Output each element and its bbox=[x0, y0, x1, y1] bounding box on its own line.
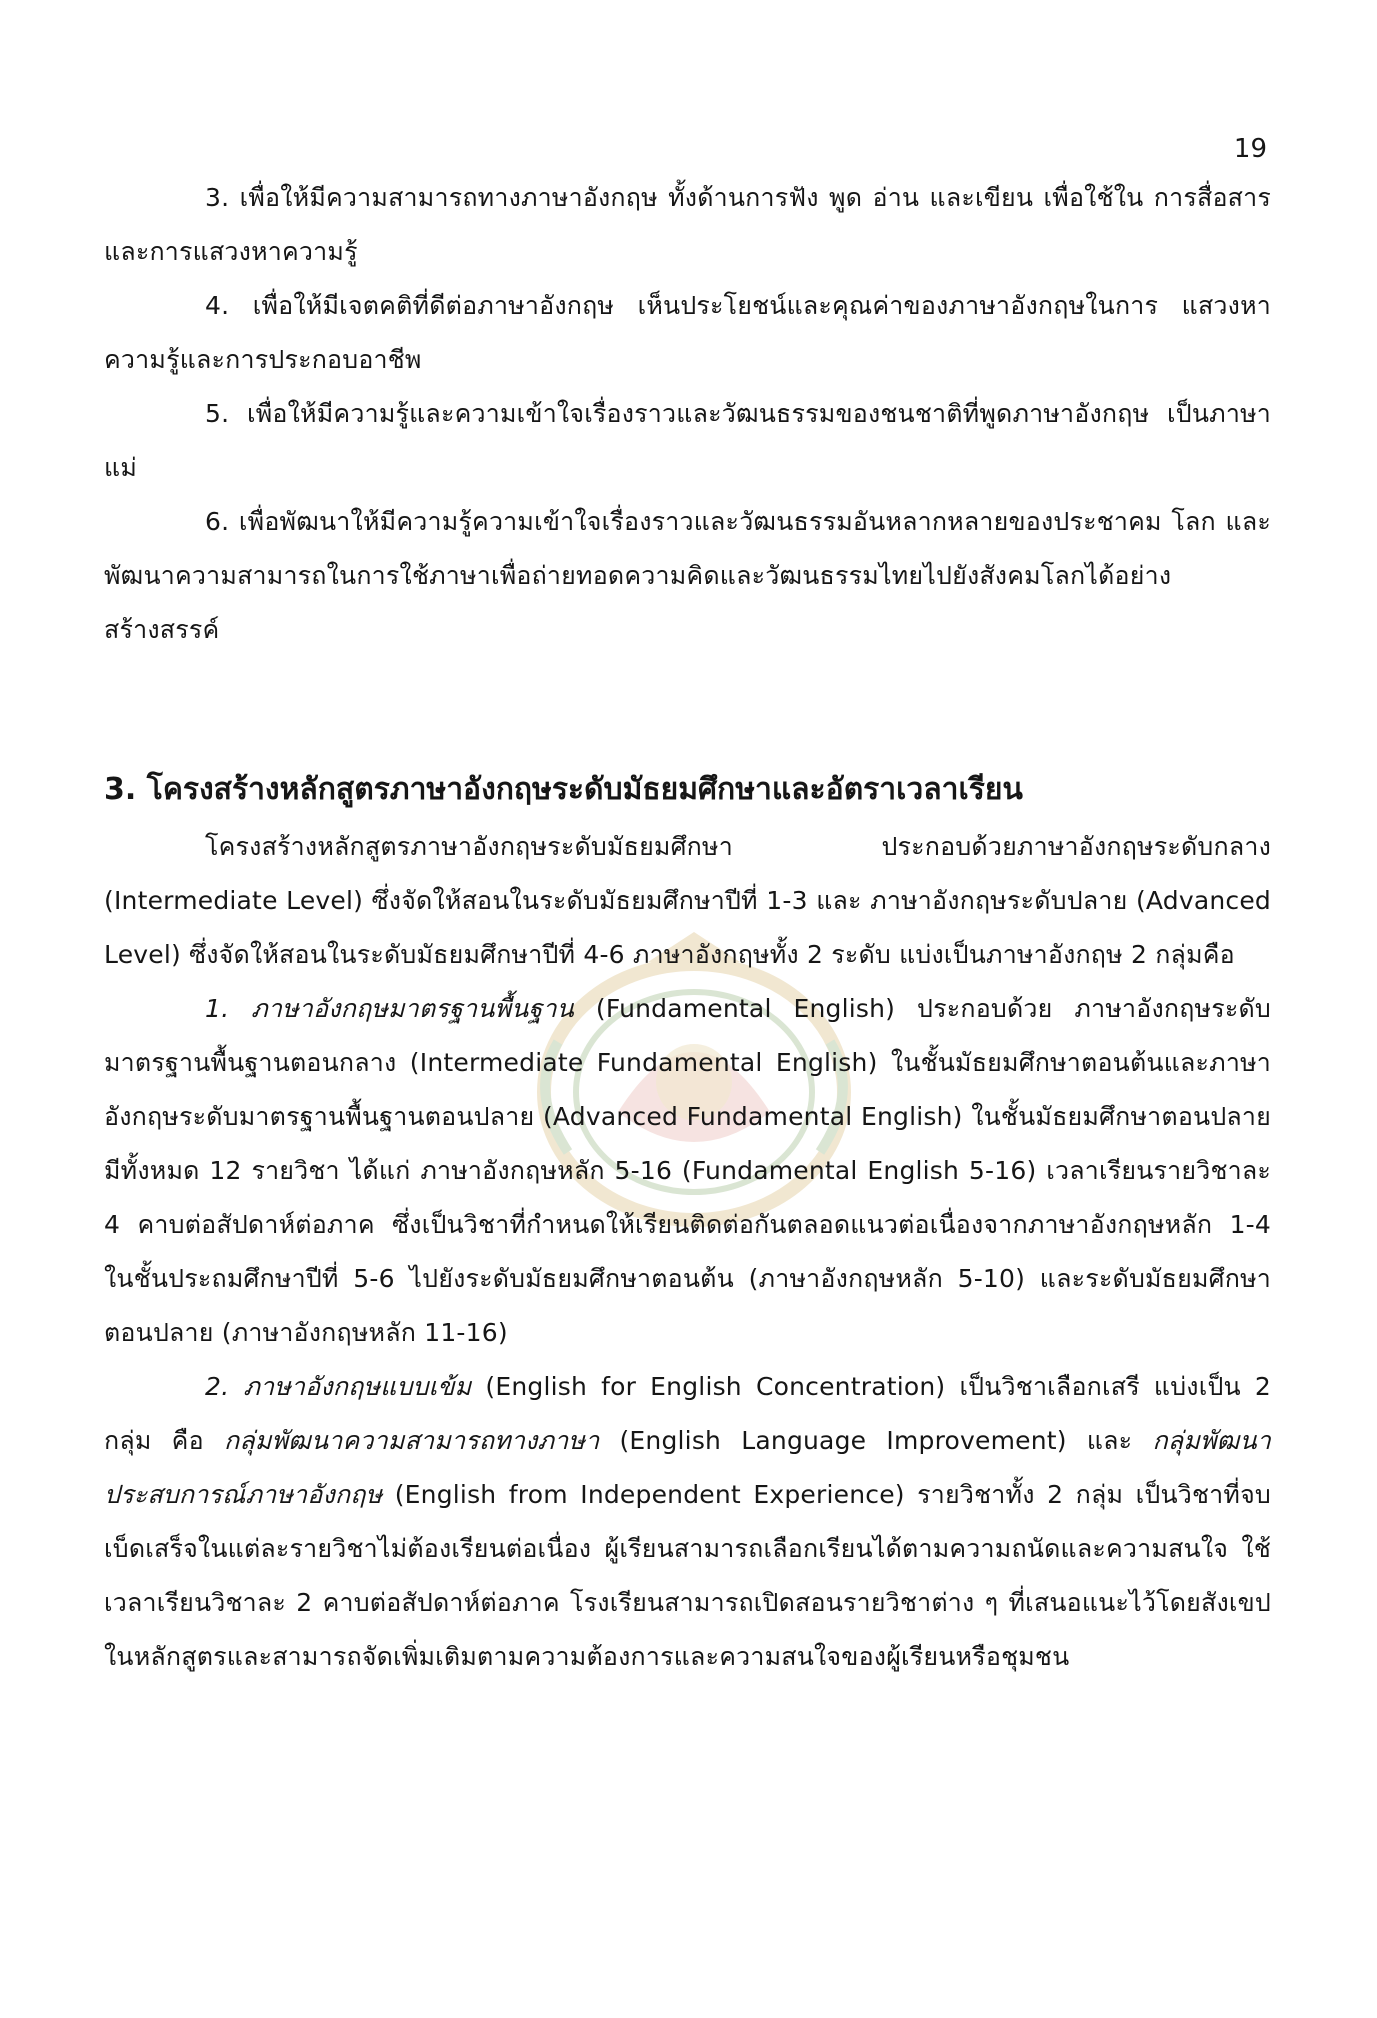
objective-3: 3. เพื่อให้มีความสามารถทางภาษาอังกฤษ ทั้งด้านการฟัง พูด อ่าน และเขียน เพื่อใช้ใน การสื่อสารและการแสวงหาความรู้ bbox=[104, 183, 1271, 266]
item-fundamental-english bbox=[104, 982, 1271, 1360]
item1-body: (Fundamental English) ประกอบด้วย ภาษาอังกฤษระดับมาตรฐานพื้นฐานตอนกลาง (Intermediate Fundamental English) ในชั้นมัธยมศึกษาตอนต้นและภาษาอังกฤษระดับมาตรฐานพื้นฐานตอนปลาย (Advanced Fundamental English) ในชั้นมัธยมศึกษาตอนปลาย มีทั้งหมด 12 รายวิชา ได้แก่ ภาษาอังกฤษหลัก 5-16 (Fundamental English 5-16) เวลาเรียนรายวิชาละ 4 คาบต่อสัปดาห์ต่อภาค ซึ่งเป็นวิชาที่กำหนดให้เรียนติดต่อกันตลอดแนวต่อเนื่องจากภาษาอังกฤษหลัก 1-4 ในชั้นประถมศึกษาปีที่ 5-6 ไปยังระดับมัธยมศึกษาตอนต้น (ภาษาอังกฤษหลัก 5-10) และระดับมัธยมศึกษาตอนปลาย (ภาษาอังกฤษหลัก 11-16) bbox=[104, 994, 1271, 1347]
objective-5: 5. เพื่อให้มีความรู้และความเข้าใจเรื่องราวและวัฒนธรรมของชนชาติที่พูดภาษาอังกฤษ เป็นภาษาแม่ bbox=[104, 399, 1271, 482]
group-independent-experience: กลุ่มพัฒนาประสบการณ์ภาษาอังกฤษ bbox=[104, 1426, 1271, 1509]
section-heading: 3. โครงสร้างหลักสูตรภาษาอังกฤษระดับมัธยมศึกษาและอัตราเวลาเรียน bbox=[104, 772, 1023, 807]
group-language-improvement: กลุ่มพัฒนาความสามารถทางภาษา bbox=[223, 1426, 600, 1455]
section-intro: โครงสร้างหลักสูตรภาษาอังกฤษระดับมัธยมศึกษา ประกอบด้วยภาษาอังกฤษระดับกลาง (Intermediate Level) ซึ่งจัดให้สอนในระดับมัธยมศึกษาปีที่ 1-3 และ ภาษาอังกฤษระดับปลาย (Advanced Level) ซึ่งจัดให้สอนในระดับมัธยมศึกษาปีที่ 4-6 ภาษาอังกฤษทั้ง 2 ระดับ แบ่งเป็นภาษาอังกฤษ 2 กลุ่มคือ bbox=[104, 832, 1271, 969]
section-3 bbox=[104, 768, 1271, 1684]
page-number: 19 bbox=[1233, 134, 1267, 164]
item1-title: 1. ภาษาอังกฤษมาตรฐานพื้นฐาน bbox=[205, 994, 574, 1023]
item2-title: 2. ภาษาอังกฤษแบบเข้ม bbox=[205, 1372, 472, 1401]
objective-4: 4. เพื่อให้มีเจตคติที่ดีต่อภาษาอังกฤษ เห็นประโยชน์และคุณค่าของภาษาอังกฤษในการ แสวงหาความรู้และการประกอบอาชีพ bbox=[104, 291, 1271, 374]
objectives-list bbox=[104, 171, 1271, 657]
objective-6: 6. เพื่อพัฒนาให้มีความรู้ความเข้าใจเรื่องราวและวัฒนธรรมอันหลากหลายของประชาคม โลก และพัฒนาความสามารถในการใช้ภาษาเพื่อถ่ายทอดความคิดและวัฒนธรรมไทยไปยังสังคมโลกได้อย่างสร้างสรรค์ bbox=[104, 507, 1272, 644]
item-english-concentration: 2. ภาษาอังกฤษแบบเข้ม (English for English Concentration) เป็นวิชาเลือกเสรี แบ่งเป็น 2 กลุ่ม คือ กลุ่มพัฒนาความสามารถทางภาษา (English Language Improvement) และ กลุ่มพัฒนาประสบการณ์ภาษาอังกฤษ (English from Independent Experience) รายวิชาทั้ง 2 กลุ่ม เป็นวิชาที่จบเบ็ดเสร็จในแต่ละรายวิชาไม่ต้องเรียนต่อเนื่อง ผู้เรียนสามารถเลือกเรียนได้ตามความถนัดและความสนใจ ใช้เวลาเรียนวิชาละ 2 คาบต่อสัปดาห์ต่อภาค โรงเรียนสามารถเปิดสอนรายวิชาต่าง ๆ ที่เสนอแนะไว้โดยสังเขปในหลักสูตรและสามารถจัดเพิ่มเติมตามความต้องการและความสนใจของผู้เรียนหรือชุมชน bbox=[104, 1372, 1272, 1671]
